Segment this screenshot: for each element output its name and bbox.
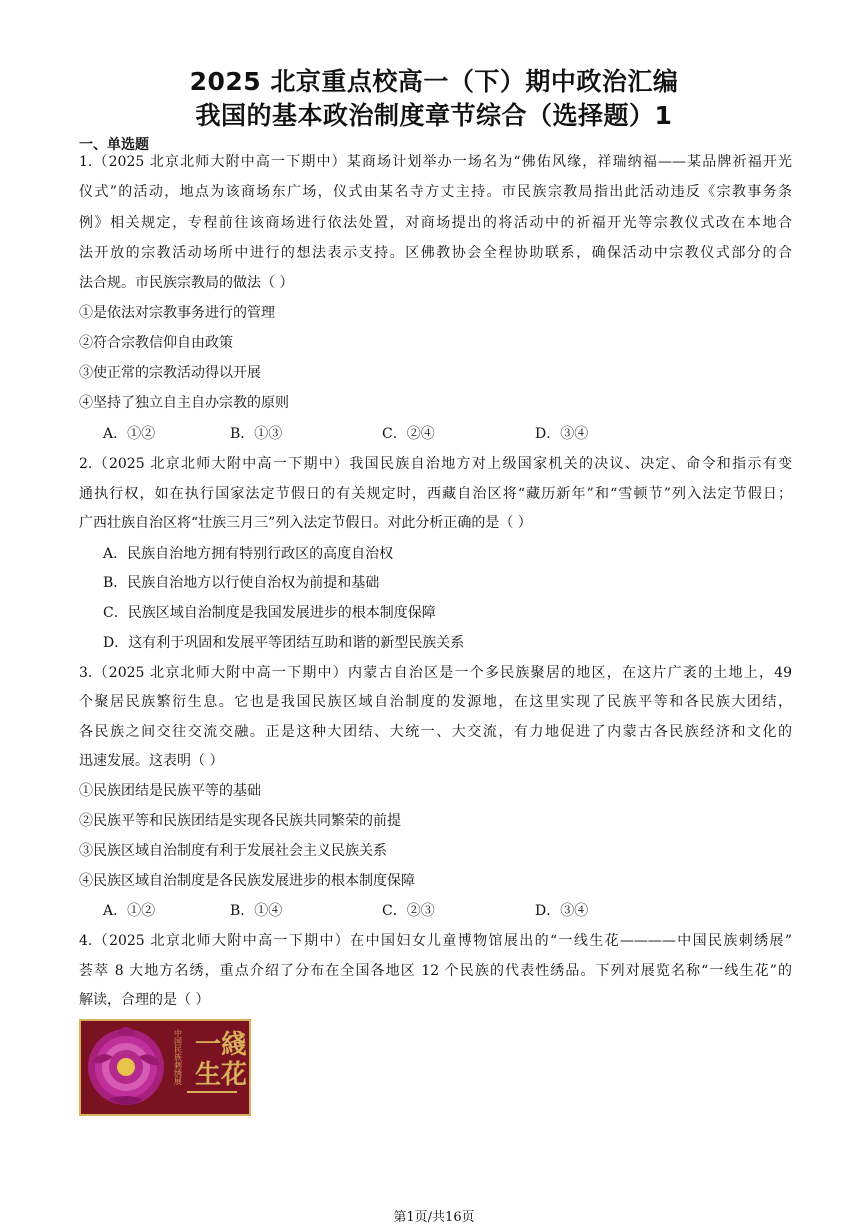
q1-option-c: C．②④ (382, 426, 435, 442)
q3-line-4: 迅速发展。这表明（ ） (79, 753, 224, 769)
q3-statement-1: ①民族团结是民族平等的基础 (79, 783, 261, 799)
q1-line-4: 法开放的宗教活动场所中进行的想法表示支持。区佛教协会全程协助联系，确保活动中宗教仪式部分的合 (79, 245, 792, 261)
q1-statement-4: ④坚持了独立自主自办宗教的原则 (79, 395, 289, 411)
q1-line-1: 1.（2025 北京北师大附中高一下期中）某商场计划举办一场名为“佛佑风缘，祥瑞纳福——某品牌祈福开光 (79, 154, 792, 170)
q2-line-1: 2.（2025 北京北师大附中高一下期中）我国民族自治地方对上级国家机关的决议、决定、命令和指示有变 (79, 456, 792, 472)
q1-option-a: A．①② (103, 426, 156, 442)
q3-line-1: 3.（2025 北京北师大附中高一下期中）内蒙古自治区是一个多民族聚居的地区，在这片广袤的土地上，49 (79, 665, 792, 681)
q2-line-3: 广西壮族自治区将“壮族三月三”列入法定节假日。对此分析正确的是（ ） (79, 515, 532, 531)
q4-line-1: 4.（2025 北京北师大附中高一下期中）在中国妇女儿童博物馆展出的“一线生花————中国民族刺绣展” (79, 933, 792, 949)
q1-option-b: B．①③ (230, 426, 283, 442)
q2-option-d: D．这有利于巩固和发展平等团结互助和谐的新型民族关系 (103, 635, 465, 651)
q3-statement-3: ③民族区域自治制度有利于发展社会主义民族关系 (79, 843, 387, 859)
q4-line-2: 荟萃 8 大地方名绣，重点介绍了分布在全国各地区 12 个民族的代表性绣品。下列对展览名称“一线生花”的 (79, 963, 792, 979)
page-title-line2: 我国的基本政治制度章节综合（选择题）1 (195, 101, 673, 130)
q1-option-d: D．③④ (535, 426, 589, 442)
svg-text:中国民族刺绣展: 中国民族刺绣展 (173, 1029, 183, 1085)
q3-line-3: 各民族之间交往交流交融。正是这种大团结、大统一、大交流，有力地促进了内蒙古各民族经济和文化的 (79, 724, 792, 740)
q1-statement-2: ②符合宗教信仰自由政策 (79, 335, 233, 351)
embroidery-exhibition-poster (79, 1019, 251, 1116)
q2-option-a: A．民族自治地方拥有特别行政区的高度自治权 (103, 546, 394, 562)
q1-line-3: 例》相关规定，专程前往该商场进行依法处置，对商场提出的将活动中的祈福开光等宗教仪式改在本地合 (79, 215, 792, 231)
q3-option-a: A．①② (103, 903, 156, 919)
section-title: 一、单选题 (79, 137, 149, 153)
q3-option-b: B．①④ (230, 903, 283, 919)
svg-text:一綫: 一綫 (194, 1030, 248, 1060)
q1-statement-3: ③使正常的宗教活动得以开展 (79, 365, 261, 381)
q2-option-c: C．民族区域自治制度是我国发展进步的根本制度保障 (103, 605, 436, 621)
q2-line-2: 通执行权，如在执行国家法定节假日的有关规定时，西藏自治区将“藏历新年”和“雪顿节”列入法定节假日； (79, 486, 792, 502)
q1-statement-1: ①是依法对宗教事务进行的管理 (79, 305, 275, 321)
svg-text:生花: 生花 (194, 1060, 248, 1090)
poster-artwork (79, 1019, 251, 1116)
page-footer: 第1页/共16页 (393, 1210, 475, 1225)
q2-option-b: B．民族自治地方以行使自治权为前提和基础 (103, 575, 380, 591)
q3-option-c: C．②③ (382, 903, 435, 919)
q3-option-d: D．③④ (535, 903, 589, 919)
page-title-line1: 2025 北京重点校高一（下）期中政治汇编 (189, 67, 679, 96)
q3-statement-2: ②民族平等和民族团结是实现各民族共同繁荣的前提 (79, 813, 401, 829)
q1-line-5: 法合规。市民族宗教局的做法（ ） (79, 275, 294, 291)
q1-line-2: 仪式”的活动，地点为该商场东广场，仪式由某名寺方丈主持。市民族宗教局指出此活动违反《宗教事务条 (79, 184, 792, 200)
q4-line-3: 解读，合理的是（ ） (79, 992, 210, 1008)
q3-statement-4: ④民族区域自治制度是各民族发展进步的根本制度保障 (79, 873, 415, 889)
q3-line-2: 个聚居民族繁衍生息。它也是我国民族区域自治制度的发源地，在这里实现了民族平等和各民族大团结， (79, 694, 792, 710)
